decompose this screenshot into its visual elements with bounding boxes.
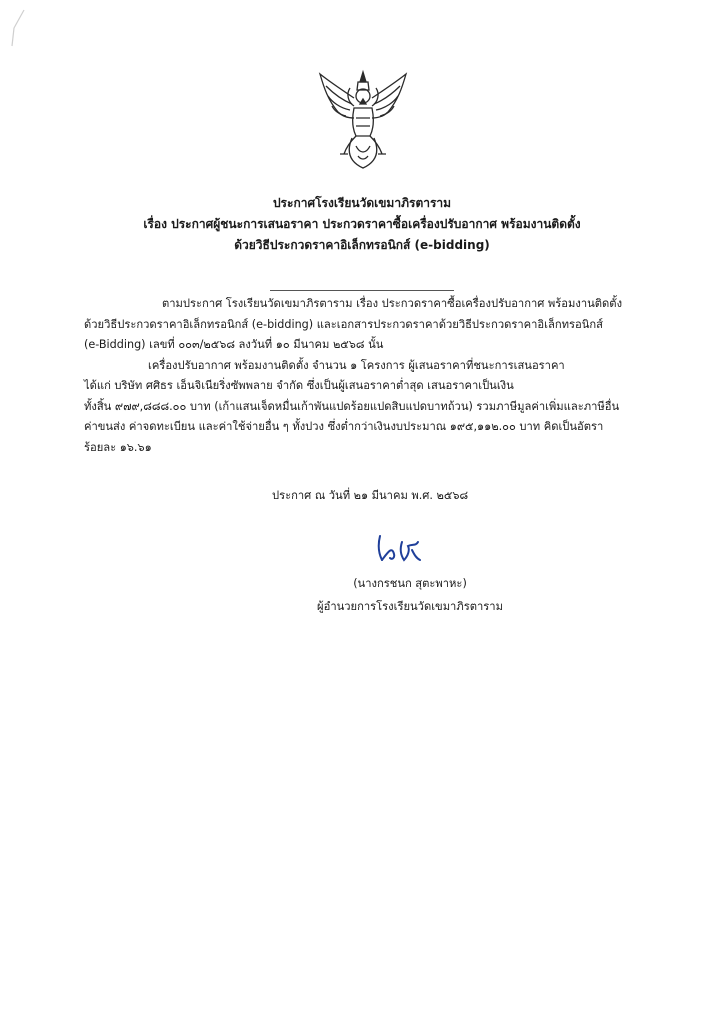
document-header [60, 193, 664, 256]
header-line-3: ด้วยวิธีประกวดราคาอิเล็กทรอนิกส์ (e-bidding) [234, 238, 490, 252]
body-line-4: เครื่องปรับอากาศ พร้อมงานติดตั้ง จำนวน ๑ โครงการ ผู้เสนอราคาที่ชนะการเสนอราคา [148, 358, 565, 372]
announcement-date: ประกาศ ณ วันที่ ๒๑ มีนาคม พ.ศ. ๒๕๖๘ [272, 489, 469, 502]
body-line-5: ได้แก่ บริษัท ศศิธร เอ็นจิเนียริ่งซัพพลาย จำกัด ซึ่งเป็นผู้เสนอราคาต่ำสุด เสนอราคาเป็นเงิน [84, 379, 514, 392]
body-line-7: ค่าขนส่ง ค่าจดทะเบียน และค่าใช้จ่ายอื่น ๆ ทั้งปวง ซึ่งต่ำกว่าเงินงบประมาณ ๑๙๕,๑๑๒.๐๐ บาท คิดเป็นอัตรา [84, 420, 604, 433]
header-line-1: ประกาศโรงเรียนวัดเขมาภิรตาราม [272, 196, 452, 210]
garuda-emblem-icon [316, 68, 410, 172]
scan-mark [8, 8, 32, 48]
handwritten-signature [372, 532, 424, 564]
signer-title: ผู้อำนวยการโรงเรียนวัดเขมาภิรตาราม [317, 600, 503, 613]
body-line-8: ร้อยละ ๑๖.๖๑ [84, 440, 152, 454]
header-divider [270, 290, 454, 291]
signer-name: (นางกรชนก สุตะพาหะ) [353, 577, 467, 590]
body-line-2: ด้วยวิธีประกวดราคาอิเล็กทรอนิกส์ (e-bidding) และเอกสารประกวดราคาด้วยวิธีประกวดราคาอิเล็กทรอนิกส์ [84, 317, 603, 331]
header-line-2: เรื่อง ประกาศผู้ชนะการเสนอราคา ประกวดราคาซื้อเครื่องปรับอากาศ พร้อมงานติดตั้ง [143, 217, 581, 231]
body-line-3: (e-Bidding) เลขที่ ๐๐๓/๒๕๖๘ ลงวันที่ ๑๐ มีนาคม ๒๕๖๘ นั้น [84, 338, 384, 351]
body-line-1: ตามประกาศ โรงเรียนวัดเขมาภิรตาราม เรื่อง ประกวดราคาซื้อเครื่องปรับอากาศ พร้อมงานติดตั้ง [162, 297, 623, 310]
body-line-6: ทั้งสิ้น ๙๗๙,๘๘๘.๐๐ บาท (เก้าแสนเจ็ดหมื่นเก้าพันแปดร้อยแปดสิบแปดบาทถ้วน) รวมภาษีมูลค่าเพิ่มและภาษีอื่น [84, 399, 620, 413]
document-body [84, 294, 644, 458]
